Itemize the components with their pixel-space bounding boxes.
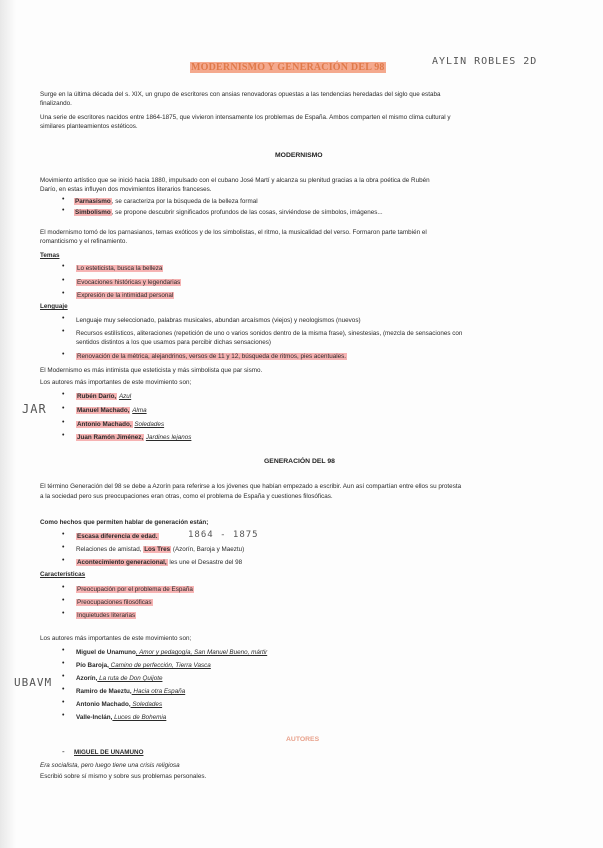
modernismo-paragraph-2a: El modernismo tomó de los parnasianos, temas exóticos y de los simbolistas, el ritmo, la musicalidad del verso. Formaron parte también el <box>40 229 427 236</box>
lenguaje-2: Recursos estilísticos, aliteraciones (repetición de uno o varios sonidos dentro de la misma frase), sinestesias, (mezcla de sensaciones con <box>76 330 463 337</box>
bullet-dot: • <box>62 712 65 719</box>
modernismo-paragraph-4: Los autores más importantes de este movimiento son; <box>40 379 192 386</box>
tema-1: Lo esteticista, busca la belleza <box>77 265 163 272</box>
lenguaje-1: Lenguaje muy seleccionado, palabras musicales, abundan arcaísmos (viejos) y neologismos (nuevos) <box>76 317 361 324</box>
hecho-1-handwritten-years: 1864 - 1875 <box>188 530 259 540</box>
tema-2: Evocaciones históricas y legendarias <box>77 279 181 286</box>
bullet-dot: • <box>62 673 65 680</box>
influence-simbolismo: Simbolismo, se propone descubrir significados profundos de las cosas, sirviéndose de símbolos, imágenes... <box>75 209 383 216</box>
bullet-dot: • <box>62 557 65 564</box>
bullet-dot: • <box>62 531 65 538</box>
intro-line-1: Surge en la última década del s. XIX, un grupo de escritores con ansias renovadoras opuestas a las tendencias heredadas del siglo que estaba <box>40 91 441 98</box>
modernismo-margin-note: JAR <box>22 402 47 416</box>
bullet-dot: • <box>62 290 65 297</box>
author-g98-5: Antonio Machado, Soledades <box>76 701 163 708</box>
modernismo-paragraph-1b: Darío, en estas influyen dos movimientos literarios franceses. <box>40 186 212 193</box>
author-handwritten-note: AYLIN ROBLES 2D <box>432 56 538 67</box>
lenguaje-label: Lenguaje <box>40 303 68 310</box>
hecho-3: Acontecimiento generacional, les une el Desastre del 98 <box>77 559 243 566</box>
author-g98-1: Miguel de Unamuno, Amor y pedagogía, San Manuel Bueno, mártir <box>76 649 268 656</box>
g98-margin-note: UBAVM <box>14 676 53 689</box>
page-title: MODERNISMO Y GENERACIÓN DEL 98 <box>191 62 385 73</box>
bullet-dot: • <box>62 584 65 591</box>
hechos-label: Como hechos que permiten hablar de generación están; <box>40 519 209 526</box>
intro-line-4: similares planteamientos estéticos. <box>40 123 138 130</box>
lenguaje-3: Renovación de la métrica, alejandrinos, versos de 11 y 12, búsqueda de ritmos, pies acentuales. <box>77 353 347 360</box>
bullet-dot: • <box>62 699 65 706</box>
g98-paragraph-2: Los autores más importantes de este movimiento son; <box>40 635 192 642</box>
author-modernismo-4: Juan Ramón Jiménez, Jardines lejanos <box>77 434 192 441</box>
author-g98-6: Valle-Inclán, Luces de Bohemia <box>76 714 167 721</box>
autores-subheading: MIGUEL DE UNAMUNO <box>74 749 144 756</box>
author-g98-2: Pío Baroja, Camino de perfección, Tierra Vasca <box>76 662 211 669</box>
author-modernismo-2: Manuel Machado, Alma <box>77 407 147 414</box>
bullet-dot: • <box>62 610 65 617</box>
modernismo-paragraph-2b: romanticismo y el refinamiento. <box>40 238 128 245</box>
bullet-dot: • <box>62 419 65 426</box>
modernismo-paragraph-3: El Modernismo es más intimista que esteticista y más simbolista que par sismo. <box>40 367 263 374</box>
author-g98-3: Azorín, La ruta de Don Quijote <box>76 675 163 682</box>
g98-paragraph-1a: El término Generación del 98 se debe a Azorín para referirse a los jóvenes que habían empezado a escribir. Aun así compartían entre ellos su protesta <box>40 483 462 490</box>
bullet-dot: • <box>62 391 65 398</box>
bullet-dot: • <box>62 544 65 551</box>
generacion98-heading: GENERACIÓN DEL 98 <box>264 458 335 465</box>
bullet-dot: • <box>62 263 65 270</box>
tema-3: Expresión de la intimidad personal <box>77 292 174 299</box>
caracteristica-2: Preocupaciones filosóficas <box>77 599 152 606</box>
autores-heading: AUTORES <box>286 736 320 743</box>
caracteristica-3: Inquietudes literarias <box>77 612 136 619</box>
autores-line-2: Escribió sobre sí mismo y sobre sus problemas personales. <box>40 773 207 780</box>
bullet-dot: • <box>62 597 65 604</box>
author-modernismo-1: Rubén Darío, Azul <box>77 393 132 400</box>
g98-paragraph-1b: a la sociedad pero sus preocupaciones eran otras, como el problema de España y cuestiones filosóficas. <box>40 493 333 500</box>
bullet-dot: • <box>62 405 65 412</box>
hecho-2: Relaciones de amistad, Los Tres (Azorín, Baroja y Maeztu) <box>76 546 245 553</box>
bullet-dot: • <box>62 277 65 284</box>
bullet-dot: • <box>62 647 65 654</box>
bullet-dot: • <box>62 686 65 693</box>
intro-line-2: finalizando. <box>40 100 72 107</box>
page-edge-shadow <box>0 0 16 848</box>
intro-line-3: Una serie de escritores nacidos entre 1864-1875, que vivieron intensamente los problemas de España. Ambos comparten el mismo clima cultural y <box>40 114 451 121</box>
hecho-1: Escasa diferencia de edad. <box>77 533 158 540</box>
caracteristica-1: Preocupación por el problema de España <box>77 586 193 593</box>
bullet-dot: • <box>62 328 65 335</box>
caracteristicas-label: Características <box>40 571 86 578</box>
autores-line-1: Era socialista, pero luego tiene una crisis religiosa <box>40 762 180 769</box>
lenguaje-2-continued: sentidos distintos a los que usamos para percibir dichas sensaciones) <box>76 339 271 346</box>
author-modernismo-3: Antonio Machado, Soledades <box>77 421 165 428</box>
bullet-dot: • <box>62 207 65 214</box>
bullet-dot: • <box>62 315 65 322</box>
modernismo-paragraph-1a: Movimiento artístico que se inició hacia 1880, impulsado con el cubano José Martí y alcanza su plenitud gracias a la obra poética de Rubén <box>40 177 430 184</box>
bullet-dot: • <box>62 351 65 358</box>
temas-label: Temas <box>40 252 60 259</box>
bullet-dot: • <box>62 196 65 203</box>
bullet-dot: • <box>62 660 65 667</box>
modernismo-heading: MODERNISMO <box>275 152 323 159</box>
dash-marker: - <box>62 747 65 756</box>
author-g98-4: Ramiro de Maeztu, Hacia otra España <box>76 688 186 695</box>
influence-parnasismo: Parnasismo, se caracteriza por la búsqueda de la belleza formal <box>75 198 258 205</box>
bullet-dot: • <box>62 432 65 439</box>
